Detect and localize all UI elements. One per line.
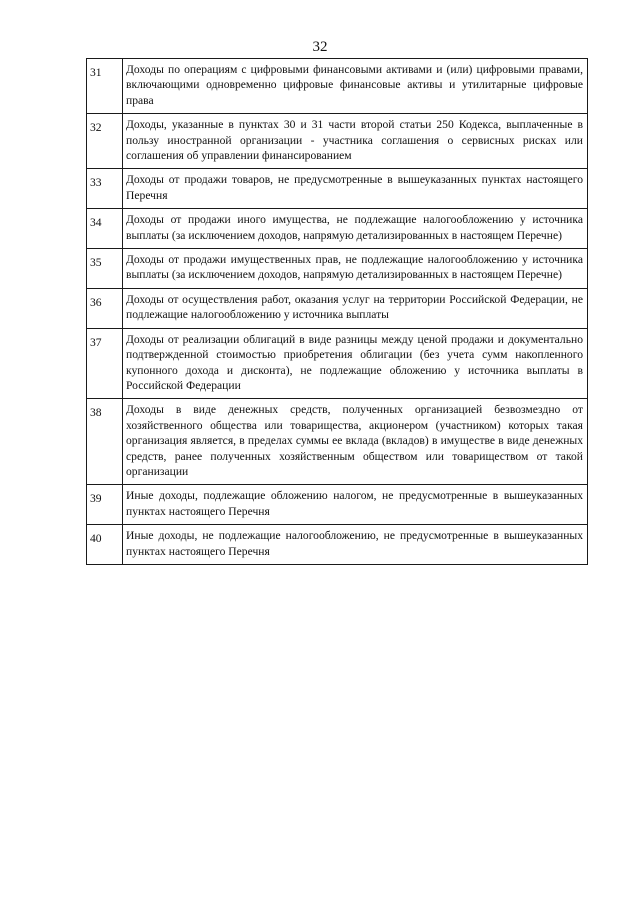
page-number: 32 <box>312 39 328 55</box>
income-list-table <box>86 58 588 565</box>
row-description: Доходы от продажи имущественных прав, не подлежащие налогообложению у источника выплаты (за исключением доходов, напрямую детализированных в настоящем Перечне) <box>123 249 588 289</box>
row-description: Доходы от осуществления работ, оказания услуг на территории Российской Федерации, не подлежащие налогообложению у источника выплаты <box>123 288 588 328</box>
row-number: 34 <box>87 209 123 249</box>
row-description: Доходы от продажи иного имущества, не подлежащие налогообложению у источника выплаты (за исключением доходов, напрямую детализированных в настоящем Перечне) <box>123 209 588 249</box>
table-row <box>87 114 588 169</box>
table-row <box>87 59 588 114</box>
row-number: 35 <box>87 249 123 289</box>
table-row <box>87 525 588 565</box>
row-description: Доходы по операциям с цифровыми финансовыми активами и (или) цифровыми правами, включающими одновременно цифровые финансовые активы и утилитарные цифровые права <box>123 59 588 114</box>
row-number: 38 <box>87 399 123 485</box>
table-row <box>87 328 588 399</box>
row-description: Доходы от реализации облигаций в виде разницы между ценой продажи и документально подтвержденной стоимостью приобретения облигации (без учета сумм накопленного купонного дохода и дисконта), не подлежащие обложению у источника выплаты в Российской Федерации <box>123 328 588 399</box>
row-description: Иные доходы, не подлежащие налогообложению, не предусмотренные в вышеуказанных пунктах настоящего Перечня <box>123 525 588 565</box>
row-number: 32 <box>87 114 123 169</box>
row-description: Доходы, указанные в пунктах 30 и 31 части второй статьи 250 Кодекса, выплаченные в пользу иностранной организации - участника соглашения о сервисных рисках или соглашения об управлении финансированием <box>123 114 588 169</box>
row-description: Доходы в виде денежных средств, полученных организацией безвозмездно от хозяйственного общества или товарищества, акционером (участником) которых такая организация является, в пределах суммы ее вклада (вкладов) в имуществе в виде денежных средств, ранее полученных хозяйственным обществом или товариществом от такой организации <box>123 399 588 485</box>
row-number: 33 <box>87 169 123 209</box>
row-number: 40 <box>87 525 123 565</box>
row-number: 37 <box>87 328 123 399</box>
row-description: Доходы от продажи товаров, не предусмотренные в вышеуказанных пунктах настоящего Перечня <box>123 169 588 209</box>
row-description: Иные доходы, подлежащие обложению налогом, не предусмотренные в вышеуказанных пунктах настоящего Перечня <box>123 485 588 525</box>
row-number: 31 <box>87 59 123 114</box>
table-row <box>87 169 588 209</box>
table-row <box>87 288 588 328</box>
table-row <box>87 485 588 525</box>
table-row <box>87 209 588 249</box>
row-number: 39 <box>87 485 123 525</box>
table-row <box>87 399 588 485</box>
row-number: 36 <box>87 288 123 328</box>
table-row <box>87 249 588 289</box>
